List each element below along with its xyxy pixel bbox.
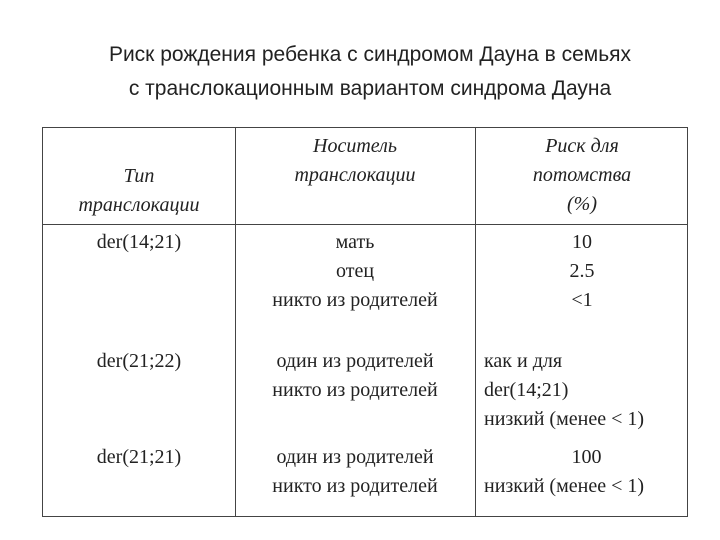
row-1-carrier-1: мать [335,231,375,253]
title-line-1: Риск рождения ребенка с синдромом Дауна в семьях [108,43,632,66]
row-3-carriers [235,443,475,501]
header-risk-line-3: (%) [567,193,597,215]
row-2-risk-3: низкий (менее < 1) [484,408,645,430]
row-1-carrier-2: отец [335,260,375,282]
row-1-type: der(14;21) [96,231,182,253]
row-2-carrier-1: один из родителей [276,350,434,372]
row-1-carrier-3: никто из родителей [272,289,438,311]
row-1-risk-3: <1 [571,289,593,311]
row-2-carrier-2: никто из родителей [272,379,438,401]
header-carrier-line-1: Носитель [313,135,397,157]
row-3-risks [484,443,689,501]
header-carrier-line-2: транслокации [294,164,416,186]
title-line-2: с транслокационным вариантом синдрома Дауна [128,77,612,100]
row-1-carriers [235,228,475,315]
risk-table [42,127,688,517]
slide-title [20,38,720,106]
row-divider-header [42,224,688,225]
row-1-risks [475,228,689,315]
header-type-line-2: транслокации [78,194,200,216]
header-risk [475,132,689,219]
header-carrier [235,132,475,190]
row-2-carriers [235,347,475,405]
row-3-carrier-1: один из родителей [276,446,434,468]
row-2-type: der(21;22) [96,350,182,372]
header-risk-line-2: потомства [532,164,632,186]
row-2-risk-1: как и для [484,350,563,372]
row-3-type: der(21;21) [96,446,182,468]
row-3-risk-1: 100 [571,446,602,468]
row-1-risk-2: 2.5 [569,260,595,282]
row-3-carrier-2: никто из родителей [272,475,438,497]
header-type-line-1: Тип [123,165,155,187]
row-2-risks [484,347,689,434]
header-risk-line-1: Риск для [545,135,619,157]
header-type [43,162,235,220]
row-3-risk-2: низкий (менее < 1) [484,475,645,497]
row-1-risk-1: 10 [572,231,592,253]
row-2-risk-2: der(14;21) [484,379,569,401]
